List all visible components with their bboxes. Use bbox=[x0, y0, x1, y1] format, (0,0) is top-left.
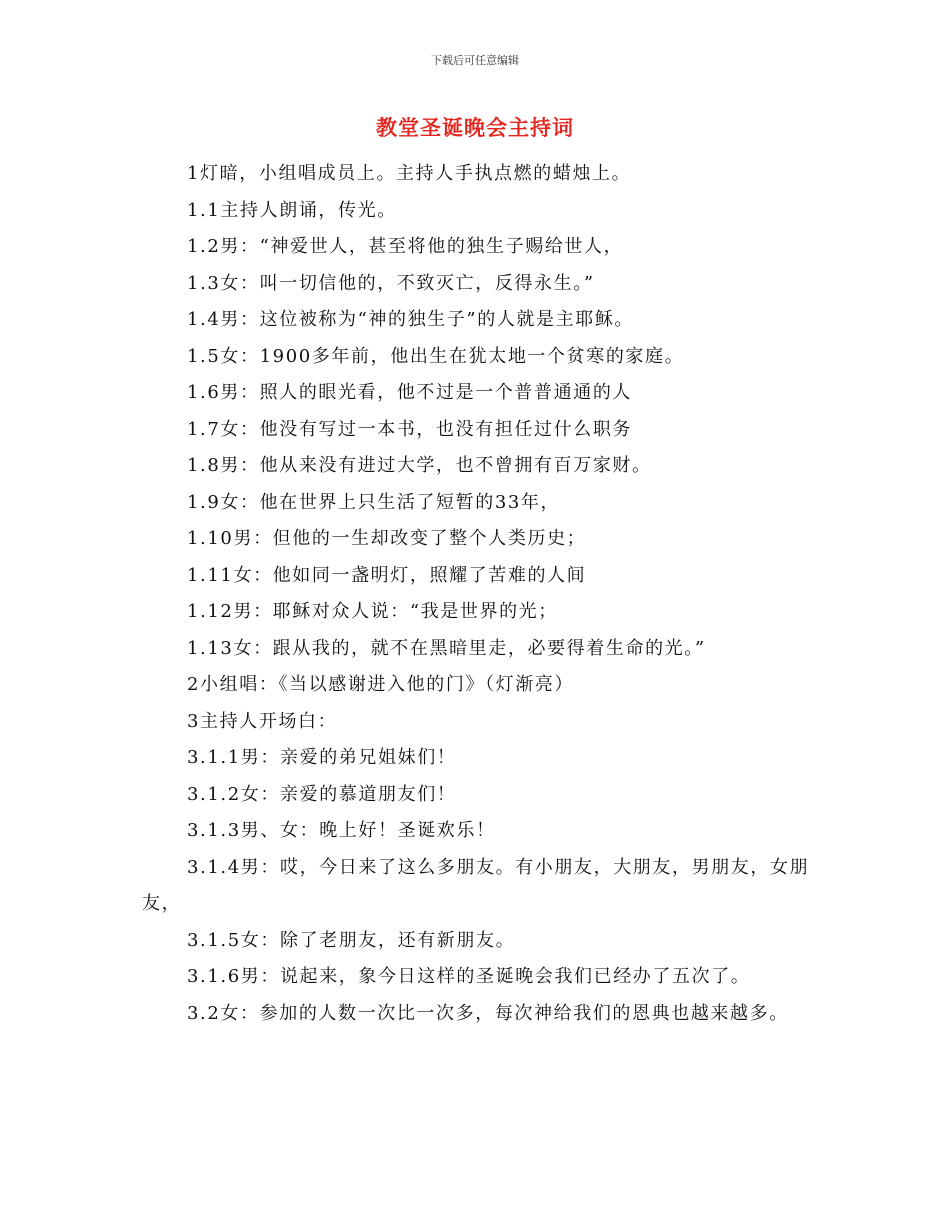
paragraph: 3.1.5女：除了老朋友，还有新朋友。 bbox=[187, 929, 516, 951]
document-body bbox=[142, 156, 822, 1032]
paragraph: 1.5女：1900多年前，他出生在犹太地一个贫寒的家庭。 bbox=[187, 345, 685, 367]
paragraph: 1.4男：这位被称为“神的独生子”的人就是主耶稣。 bbox=[187, 309, 635, 330]
paragraph: 3.1.1男：亲爱的弟兄姐妹们！ bbox=[187, 747, 457, 768]
paragraph: 1.12男：耶稣对众人说：“我是世界的光； bbox=[187, 601, 558, 622]
paragraph: 3.1.3男、女：晚上好！圣诞欢乐！ bbox=[187, 820, 496, 841]
paragraph: 1.6男：照人的眼光看，他不过是一个普普通通的人 bbox=[187, 382, 633, 403]
document-title: 教堂圣诞晚会主持词 bbox=[376, 116, 574, 140]
paragraph: 3.2女：参加的人数一次比一次多，每次神给我们的恩典也越来越多。 bbox=[187, 1002, 789, 1024]
paragraph: 1.9女：他在世界上只生活了短暂的33年， bbox=[187, 491, 561, 513]
paragraph: 1.1主持人朗诵，传光。 bbox=[187, 199, 397, 221]
paragraph: 1灯暗，小组唱成员上。主持人手执点燃的蜡烛上。 bbox=[187, 163, 632, 184]
paragraph: 1.3女：叫一切信他的，不致灭亡，反得永生。” bbox=[187, 272, 595, 294]
paragraph: 3.1.6男：说起来，象今日这样的圣诞晚会我们已经办了五次了。 bbox=[187, 966, 751, 987]
paragraph: 3.1.2女：亲爱的慕道朋友们！ bbox=[187, 783, 457, 805]
paragraph: 1.13女：跟从我的，就不在黑暗里走，必要得着生命的光。” bbox=[187, 637, 706, 659]
paragraph: 1.10男：但他的一生却改变了整个人类历史； bbox=[187, 528, 587, 549]
page-header-note: 下载后可任意编辑 bbox=[431, 54, 519, 67]
paragraph: 1.11女：他如同一盏明灯，照耀了苦难的人间 bbox=[187, 564, 587, 586]
paragraph: 1.7女：他没有写过一本书，也没有担任过什么职务 bbox=[187, 418, 633, 440]
paragraph: 1.2男：“神爱世人，甚至将他的独生子赐给世人， bbox=[187, 236, 624, 257]
paragraph: 2小组唱：《当以感谢进入他的门》（灯渐亮） bbox=[187, 674, 575, 695]
paragraph: 3.1.4男：哎，今日来了这么多朋友。有小朋友，大朋友，男朋友，女朋友， bbox=[142, 856, 810, 914]
paragraph: 1.8男：他从来没有进过大学，也不曾拥有百万家财。 bbox=[187, 455, 652, 476]
paragraph: 3主持人开场白： bbox=[187, 710, 338, 732]
